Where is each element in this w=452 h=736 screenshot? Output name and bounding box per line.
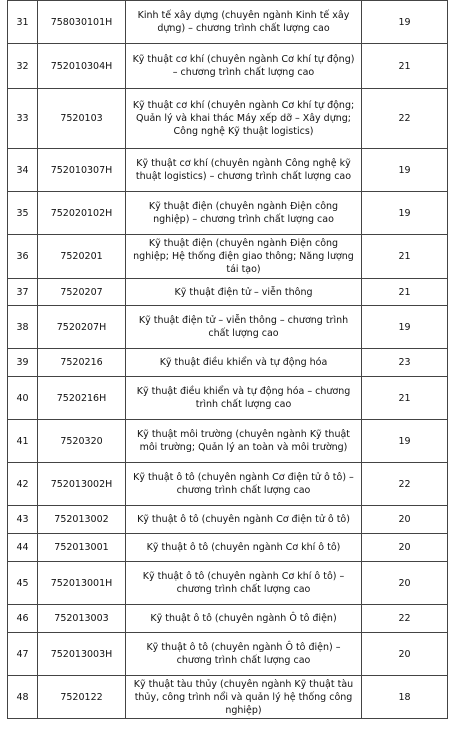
cutoff-score-cell: 23 <box>362 349 448 377</box>
major-code-cell: 752013002 <box>38 506 126 534</box>
major-name-cell: Kỹ thuật điều khiển và tự động hóa <box>126 349 362 377</box>
cutoff-score-cell: 18 <box>362 676 448 719</box>
table-row <box>8 534 448 562</box>
cutoff-score-cell: 19 <box>362 149 448 192</box>
major-code-cell: 752020102H <box>38 192 126 235</box>
major-code-cell: 7520201 <box>38 235 126 279</box>
table-row <box>8 463 448 506</box>
major-name-cell: Kỹ thuật điện (chuyên ngành Điện công nghiệp; Hệ thống điện giao thông; Năng lượng tái tạo) <box>126 235 362 279</box>
row-number-cell: 37 <box>8 279 38 306</box>
admission-scores-table <box>7 0 448 719</box>
table-row <box>8 562 448 605</box>
table-row <box>8 605 448 633</box>
row-number-cell: 42 <box>8 463 38 506</box>
major-code-cell: 752013003 <box>38 605 126 633</box>
major-name-cell: Kỹ thuật ô tô (chuyên ngành Ô tô điện) <box>126 605 362 633</box>
table-row <box>8 349 448 377</box>
row-number-cell: 38 <box>8 306 38 349</box>
row-number-cell: 48 <box>8 676 38 719</box>
table-row <box>8 506 448 534</box>
row-number-cell: 39 <box>8 349 38 377</box>
major-name-cell: Kỹ thuật tàu thủy (chuyên ngành Kỹ thuật tàu thủy, công trình nổi và quản lý hệ thống công nghiệp) <box>126 676 362 719</box>
table-row <box>8 1 448 44</box>
cutoff-score-cell: 19 <box>362 192 448 235</box>
major-code-cell: 752013003H <box>38 633 126 676</box>
table-row <box>8 306 448 349</box>
table-row <box>8 149 448 192</box>
cutoff-score-cell: 21 <box>362 44 448 89</box>
major-code-cell: 758030101H <box>38 1 126 44</box>
major-name-cell: Kỹ thuật ô tô (chuyên ngành Cơ điện tử ô tô) <box>126 506 362 534</box>
table-row <box>8 192 448 235</box>
row-number-cell: 32 <box>8 44 38 89</box>
cutoff-score-cell: 19 <box>362 306 448 349</box>
major-name-cell: Kỹ thuật cơ khí (chuyên ngành Công nghệ kỹ thuật logistics) – chương trình chất lượng cao <box>126 149 362 192</box>
table-row <box>8 89 448 149</box>
major-name-cell: Kỹ thuật ô tô (chuyên ngành Ô tô điện) – chương trình chất lượng cao <box>126 633 362 676</box>
row-number-cell: 33 <box>8 89 38 149</box>
major-name-cell: Kỹ thuật ô tô (chuyên ngành Cơ khí ô tô) <box>126 534 362 562</box>
row-number-cell: 45 <box>8 562 38 605</box>
cutoff-score-cell: 20 <box>362 633 448 676</box>
row-number-cell: 47 <box>8 633 38 676</box>
cutoff-score-cell: 21 <box>362 377 448 420</box>
major-name-cell: Kỹ thuật điện tử – viễn thông – chương trình chất lượng cao <box>126 306 362 349</box>
row-number-cell: 31 <box>8 1 38 44</box>
row-number-cell: 46 <box>8 605 38 633</box>
major-name-cell: Kỹ thuật ô tô (chuyên ngành Cơ điện tử ô tô) – chương trình chất lượng cao <box>126 463 362 506</box>
major-code-cell: 752013002H <box>38 463 126 506</box>
row-number-cell: 44 <box>8 534 38 562</box>
row-number-cell: 34 <box>8 149 38 192</box>
cutoff-score-cell: 22 <box>362 463 448 506</box>
cutoff-score-cell: 20 <box>362 534 448 562</box>
major-code-cell: 752013001 <box>38 534 126 562</box>
major-code-cell: 7520103 <box>38 89 126 149</box>
cutoff-score-cell: 20 <box>362 506 448 534</box>
table-row <box>8 44 448 89</box>
major-code-cell: 752010304H <box>38 44 126 89</box>
major-code-cell: 7520216 <box>38 349 126 377</box>
cutoff-score-cell: 22 <box>362 89 448 149</box>
major-code-cell: 7520216H <box>38 377 126 420</box>
cutoff-score-cell: 22 <box>362 605 448 633</box>
major-name-cell: Kỹ thuật điện (chuyên ngành Điện công nghiệp) – chương trình chất lượng cao <box>126 192 362 235</box>
row-number-cell: 43 <box>8 506 38 534</box>
table-row <box>8 377 448 420</box>
row-number-cell: 40 <box>8 377 38 420</box>
table-body <box>8 1 448 719</box>
row-number-cell: 36 <box>8 235 38 279</box>
table-row <box>8 633 448 676</box>
cutoff-score-cell: 21 <box>362 279 448 306</box>
row-number-cell: 35 <box>8 192 38 235</box>
major-code-cell: 7520122 <box>38 676 126 719</box>
table-row <box>8 235 448 279</box>
major-name-cell: Kỹ thuật ô tô (chuyên ngành Cơ khí ô tô) – chương trình chất lượng cao <box>126 562 362 605</box>
table-row <box>8 420 448 463</box>
row-number-cell: 41 <box>8 420 38 463</box>
major-code-cell: 7520207 <box>38 279 126 306</box>
major-code-cell: 7520320 <box>38 420 126 463</box>
table-row <box>8 279 448 306</box>
cutoff-score-cell: 21 <box>362 235 448 279</box>
major-name-cell: Kỹ thuật cơ khí (chuyên ngành Cơ khí tự động) – chương trình chất lượng cao <box>126 44 362 89</box>
cutoff-score-cell: 19 <box>362 1 448 44</box>
major-name-cell: Kinh tế xây dựng (chuyên ngành Kinh tế xây dựng) – chương trình chất lượng cao <box>126 1 362 44</box>
cutoff-score-cell: 20 <box>362 562 448 605</box>
major-code-cell: 7520207H <box>38 306 126 349</box>
major-name-cell: Kỹ thuật điều khiển và tự động hóa – chương trình chất lượng cao <box>126 377 362 420</box>
major-name-cell: Kỹ thuật điện tử – viễn thông <box>126 279 362 306</box>
table-row <box>8 676 448 719</box>
major-code-cell: 752010307H <box>38 149 126 192</box>
cutoff-score-cell: 19 <box>362 420 448 463</box>
major-name-cell: Kỹ thuật môi trường (chuyên ngành Kỹ thuật môi trường; Quản lý an toàn và môi trường) <box>126 420 362 463</box>
major-code-cell: 752013001H <box>38 562 126 605</box>
major-name-cell: Kỹ thuật cơ khí (chuyên ngành Cơ khí tự động; Quản lý và khai thác Máy xếp dỡ – Xây dựng; Công nghệ Kỹ thuật logistics) <box>126 89 362 149</box>
